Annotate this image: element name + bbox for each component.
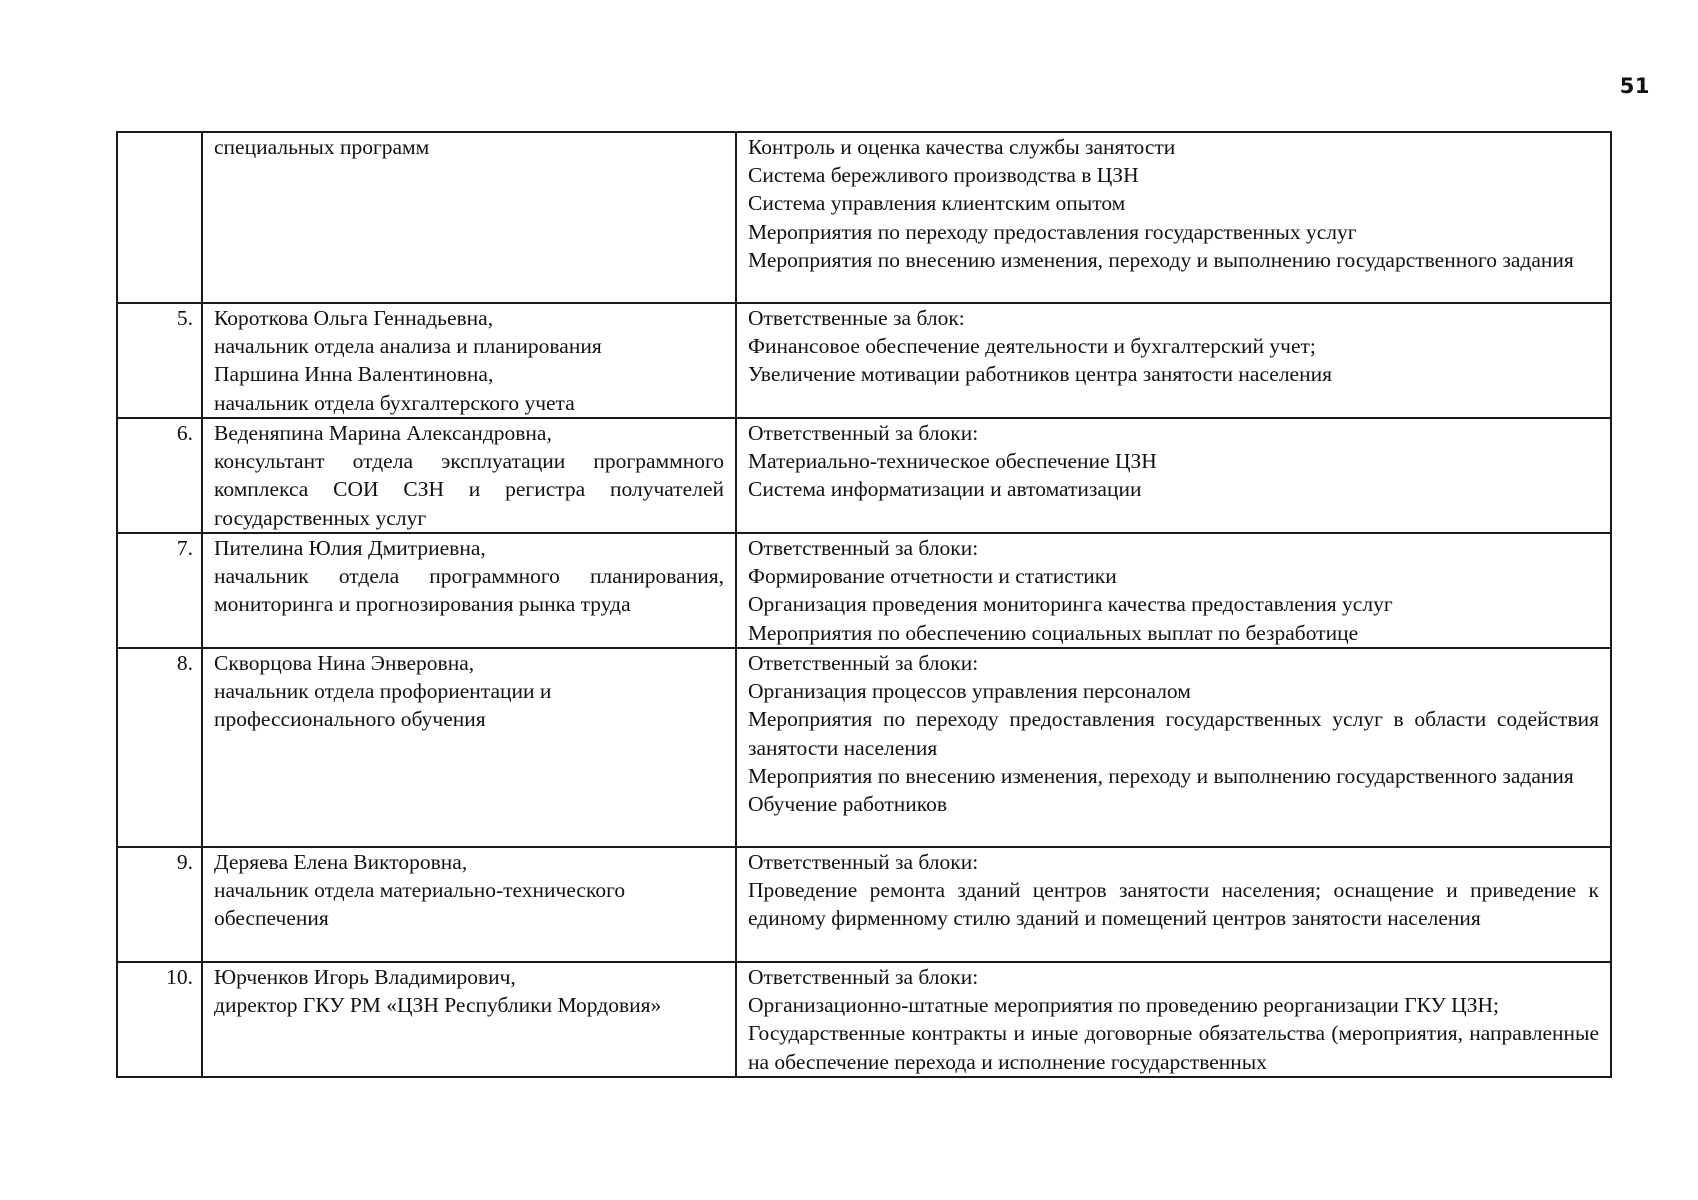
responsibility-cell <box>736 847 1611 962</box>
responsibility-line: Мероприятия по внесению изменения, переходу и выполнению государственного задания <box>748 247 1574 272</box>
responsibility-line: Финансовое обеспечение деятельности и бухгалтерский учет; <box>748 334 1316 359</box>
responsible-person-cell <box>202 303 736 418</box>
table-row <box>117 847 1611 962</box>
responsibility-line: Ответственный за блоки: <box>748 536 979 560</box>
person-line: профессионального обучения <box>214 707 486 732</box>
row-number: 8. <box>117 648 202 847</box>
responsible-person-cell <box>202 132 736 303</box>
responsibility-line: Система бережливого производства в ЦЗН <box>748 163 1139 188</box>
responsible-person-cell <box>202 418 736 533</box>
responsibility-line: Мероприятия по переходу предоставления государственных услуг <box>748 219 1357 244</box>
row-number: 5. <box>117 303 202 418</box>
row-number: 10. <box>117 962 202 1077</box>
person-line: консультант отдела эксплуатации программного комплекса СОИ СЗН и регистра получателей государственных услуг <box>214 449 724 530</box>
responsibility-line: Организация процессов управления персоналом <box>748 679 1191 704</box>
responsibility-line: Государственные контракты и иные договорные обязательства (мероприятия, направленные на обеспечение перехода и исполнение государственных <box>748 1021 1599 1074</box>
responsibility-cell <box>736 962 1611 1077</box>
person-line: начальник отдела анализа и планирования <box>214 334 602 359</box>
person-line: Веденяпина Марина Александровна, <box>214 421 552 445</box>
responsibility-line: Увеличение мотивации работников центра занятости населения <box>748 362 1332 387</box>
responsibility-line: Формирование отчетности и статистики <box>748 564 1117 589</box>
responsibility-line: Ответственные за блок: <box>748 306 965 330</box>
table-row <box>117 303 1611 418</box>
person-line: начальник отдела бухгалтерского учета <box>214 390 575 415</box>
person-line: начальник отдела материально-технического <box>214 878 626 903</box>
responsibility-cell <box>736 533 1611 648</box>
responsibility-line: Организационно-штатные мероприятия по проведению реорганизации ГКУ ЦЗН; <box>748 993 1499 1018</box>
responsibility-line: Система информатизации и автоматизации <box>748 477 1142 502</box>
responsibility-cell <box>736 132 1611 303</box>
responsibility-cell <box>736 303 1611 418</box>
responsibility-line: Проведение ремонта зданий центров занятости населения; оснащение и приведение к единому фирменному стилю зданий и помещений центров занятости населения <box>748 878 1599 931</box>
responsibility-cell <box>736 648 1611 847</box>
responsible-person-cell <box>202 648 736 847</box>
table-row <box>117 418 1611 533</box>
person-line: специальных программ <box>214 135 430 159</box>
person-line: Скворцова Нина Энверовна, <box>214 651 475 675</box>
person-line: Паршина Инна Валентиновна, <box>214 362 494 387</box>
row-number <box>117 132 202 303</box>
row-number: 6. <box>117 418 202 533</box>
person-line: начальник отдела профориентации и <box>214 679 552 704</box>
person-line: обеспечения <box>214 906 329 931</box>
person-line: Короткова Ольга Геннадьевна, <box>214 306 494 330</box>
table-row <box>117 648 1611 847</box>
responsibility-line: Мероприятия по переходу предоставления государственных услуг в области содействия занятости населения <box>748 707 1599 760</box>
page-number: 51 <box>1619 74 1650 98</box>
responsibility-line: Ответственный за блоки: <box>748 651 979 675</box>
responsibility-line: Обучение работников <box>748 792 948 817</box>
person-line: Деряева Елена Викторовна, <box>214 850 468 874</box>
responsibility-line: Ответственный за блоки: <box>748 850 979 874</box>
row-number: 9. <box>117 847 202 962</box>
responsibility-line: Материально-техническое обеспечение ЦЗН <box>748 449 1157 474</box>
responsibility-line: Ответственный за блоки: <box>748 965 979 989</box>
responsibility-cell <box>736 418 1611 533</box>
responsibility-line: Организация проведения мониторинга качества предоставления услуг <box>748 592 1393 617</box>
responsibility-line: Система управления клиентским опытом <box>748 191 1126 216</box>
responsibility-line: Ответственный за блоки: <box>748 421 979 445</box>
responsible-person-cell <box>202 847 736 962</box>
row-number: 7. <box>117 533 202 648</box>
responsibility-line: Контроль и оценка качества службы занятости <box>748 135 1176 159</box>
responsibility-table <box>116 131 1612 1078</box>
responsibility-line: Мероприятия по внесению изменения, переходу и выполнению государственного задания <box>748 763 1574 788</box>
person-line: Юрченков Игорь Владимирович, <box>214 965 516 989</box>
responsible-person-cell <box>202 962 736 1077</box>
person-line: Пителина Юлия Дмитриевна, <box>214 536 486 560</box>
table-row <box>117 962 1611 1077</box>
table-row <box>117 132 1611 303</box>
responsible-person-cell <box>202 533 736 648</box>
person-line: начальник отдела программного планирования, мониторинга и прогнозирования рынка труда <box>214 564 724 617</box>
person-line: директор ГКУ РМ «ЦЗН Республики Мордовия» <box>214 993 662 1018</box>
responsibility-line: Мероприятия по обеспечению социальных выплат по безработице <box>748 620 1359 645</box>
table-row <box>117 533 1611 648</box>
